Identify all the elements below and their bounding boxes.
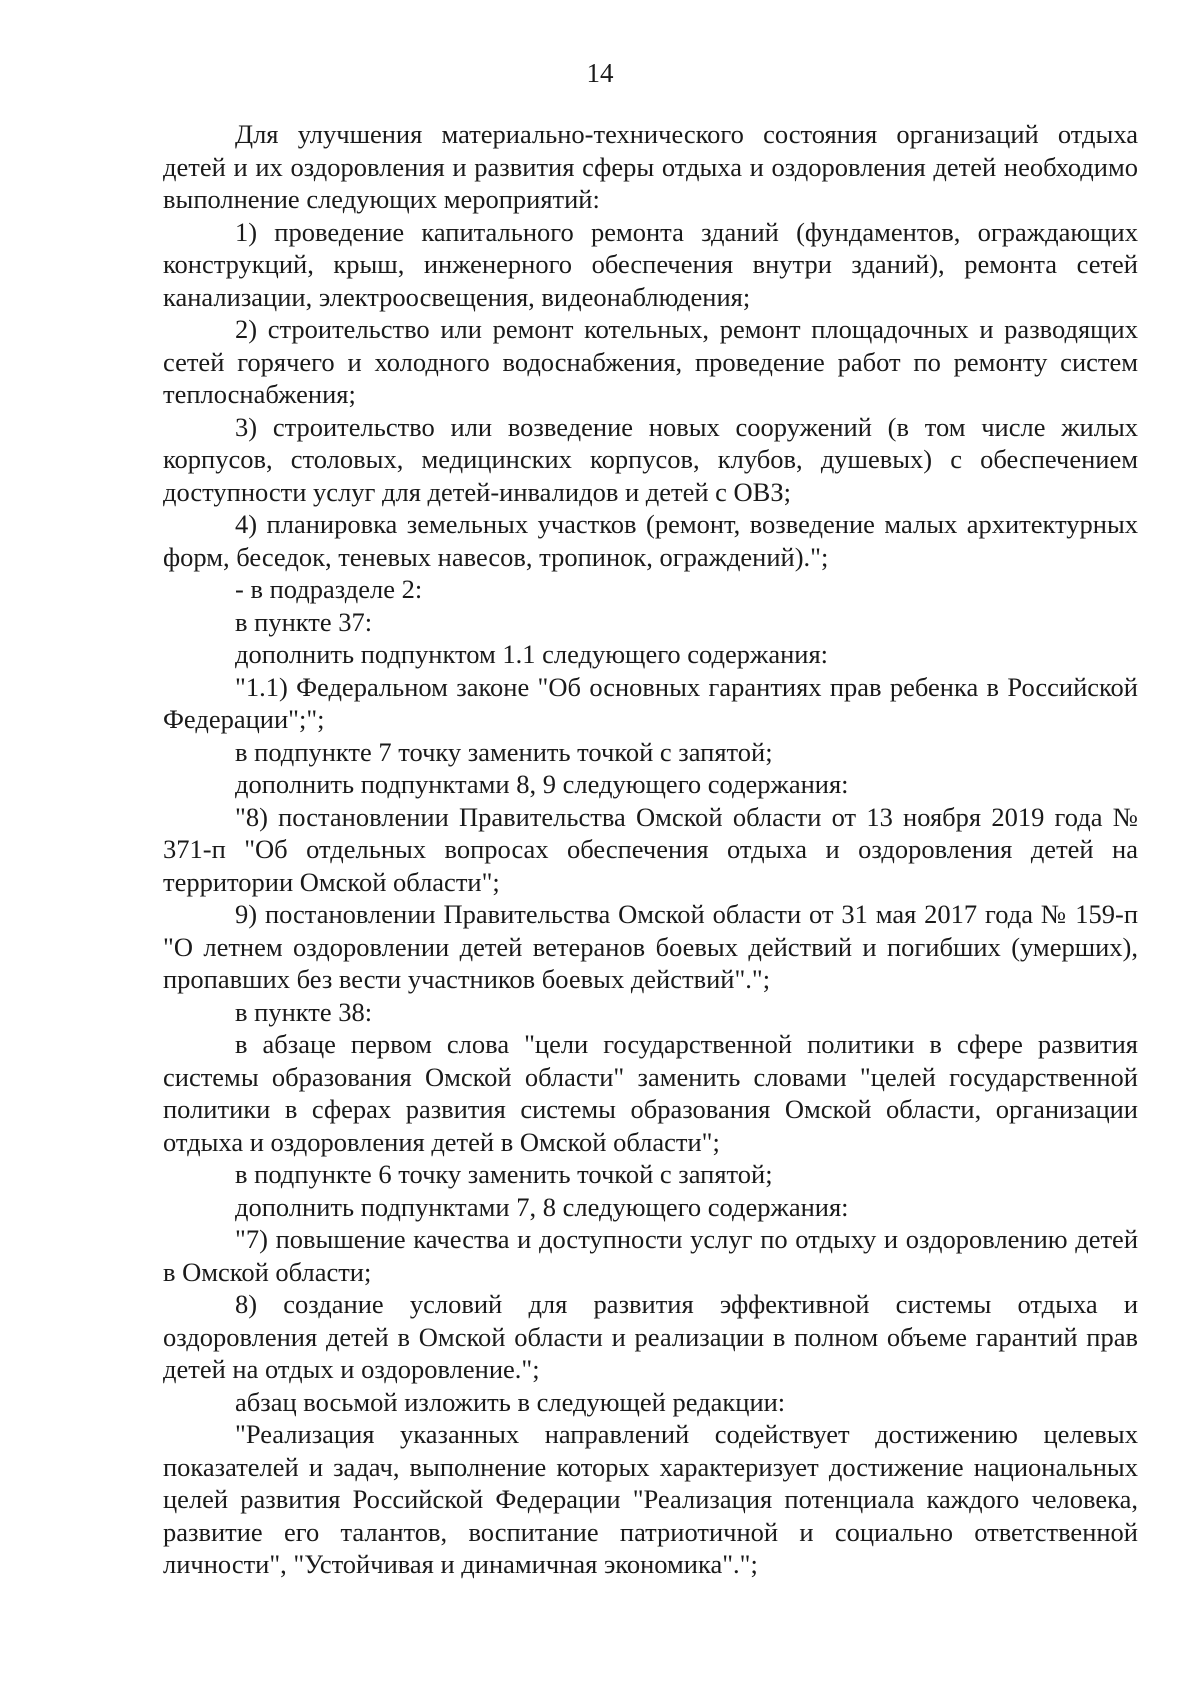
paragraph-sub-7: в подпункте 7 точку заменить точкой с запятой;: [235, 736, 773, 767]
paragraph-item-3: 3) строительство или возведение новых сооружений (в том числе жилых корпусов, столовых, медицинских корпусов, клубов, душевых) с обеспечением доступности услуг для детей-инвалидов и детей с ОВЗ;: [163, 411, 1138, 507]
paragraph-1-1-text: "1.1) Федеральном законе "Об основных гарантиях прав ребенка в Российской Федерации";";: [163, 671, 1138, 734]
paragraph-point-38: в пункте 38:: [235, 996, 373, 1027]
paragraph-sub-6: в подпункте 6 точку заменить точкой с запятой;: [235, 1159, 773, 1189]
paragraph-add-8-9: дополнить подпунктами 8, 9 следующего содержания:: [235, 769, 849, 799]
paragraph-intro: Для улучшения материально-технического состояния организаций отдыха детей и их оздоровления и развития сферы отдыха и оздоровления детей необходимо выполнение следующих мероприятий:: [163, 119, 1138, 214]
paragraph-item-1: 1) проведение капитального ремонта зданий (фундаментов, ограждающих конструкций, крыш, инженерного обеспечения внутри зданий), ремонта сетей канализации, электроосвещения, видеонаблюдения;: [163, 216, 1138, 312]
paragraph-add-7-8: дополнить подпунктами 7, 8 следующего содержания:: [235, 1191, 849, 1222]
paragraph-8-text: "8) постановлении Правительства Омской области от 13 ноября 2019 года № 371-п "Об отдельных вопросах обеспечения отдыха и оздоровления детей на территории Омской области";: [163, 801, 1138, 897]
paragraph-point-37: в пункте 37:: [235, 606, 373, 637]
paragraph-9-text: 9) постановлении Правительства Омской области от 31 мая 2017 года № 159-п "О летнем оздоровлении детей ветеранов боевых действий и погибших (умерших), пропавших без вести участников боевых действий".";: [163, 899, 1138, 994]
paragraph-first-abzac: в абзаце первом слова "цели государственной политики в сфере развития системы образования Омской области" заменить словами "целей государственной политики в сферах развития системы образования Омской области, организации отдыха и оздоровления детей в Омской области";: [163, 1029, 1138, 1157]
paragraph-realization: "Реализация указанных направлений содействует достижению целевых показателей и задач, выполнение которых характеризует достижение национальных целей развития Российской Федерации "Реализация потенциала каждого человека, развитие его талантов, воспитание патриотичной и социально ответственной личности", "Устойчивая и динамичная экономика".";: [163, 1419, 1138, 1579]
paragraph-item-2: 2) строительство или ремонт котельных, ремонт площадочных и разводящих сетей горячего и холодного водоснабжения, проведение работ по ремонту систем теплоснабжения;: [163, 314, 1138, 409]
paragraph-8-text-b: 8) создание условий для развития эффективной системы отдыха и оздоровления детей в Омской области и реализации в полном объеме гарантий прав детей на отдых и оздоровление.";: [163, 1289, 1138, 1384]
paragraph-add-1-1: дополнить подпунктом 1.1 следующего содержания:: [235, 639, 829, 669]
paragraph-subsection-2: - в подразделе 2:: [235, 574, 423, 604]
paragraph-7-text: "7) повышение качества и доступности услуг по отдыху и оздоровлению детей в Омской области;: [163, 1224, 1138, 1287]
paragraph-item-4: 4) планировка земельных участков (ремонт, возведение малых архитектурных форм, беседок, теневых навесов, тропинок, ограждений).";: [163, 509, 1138, 572]
paragraph-abzac-8: абзац восьмой изложить в следующей редакции:: [235, 1386, 786, 1417]
document-body: [163, 118, 1138, 1581]
page-number: 14: [586, 58, 614, 88]
